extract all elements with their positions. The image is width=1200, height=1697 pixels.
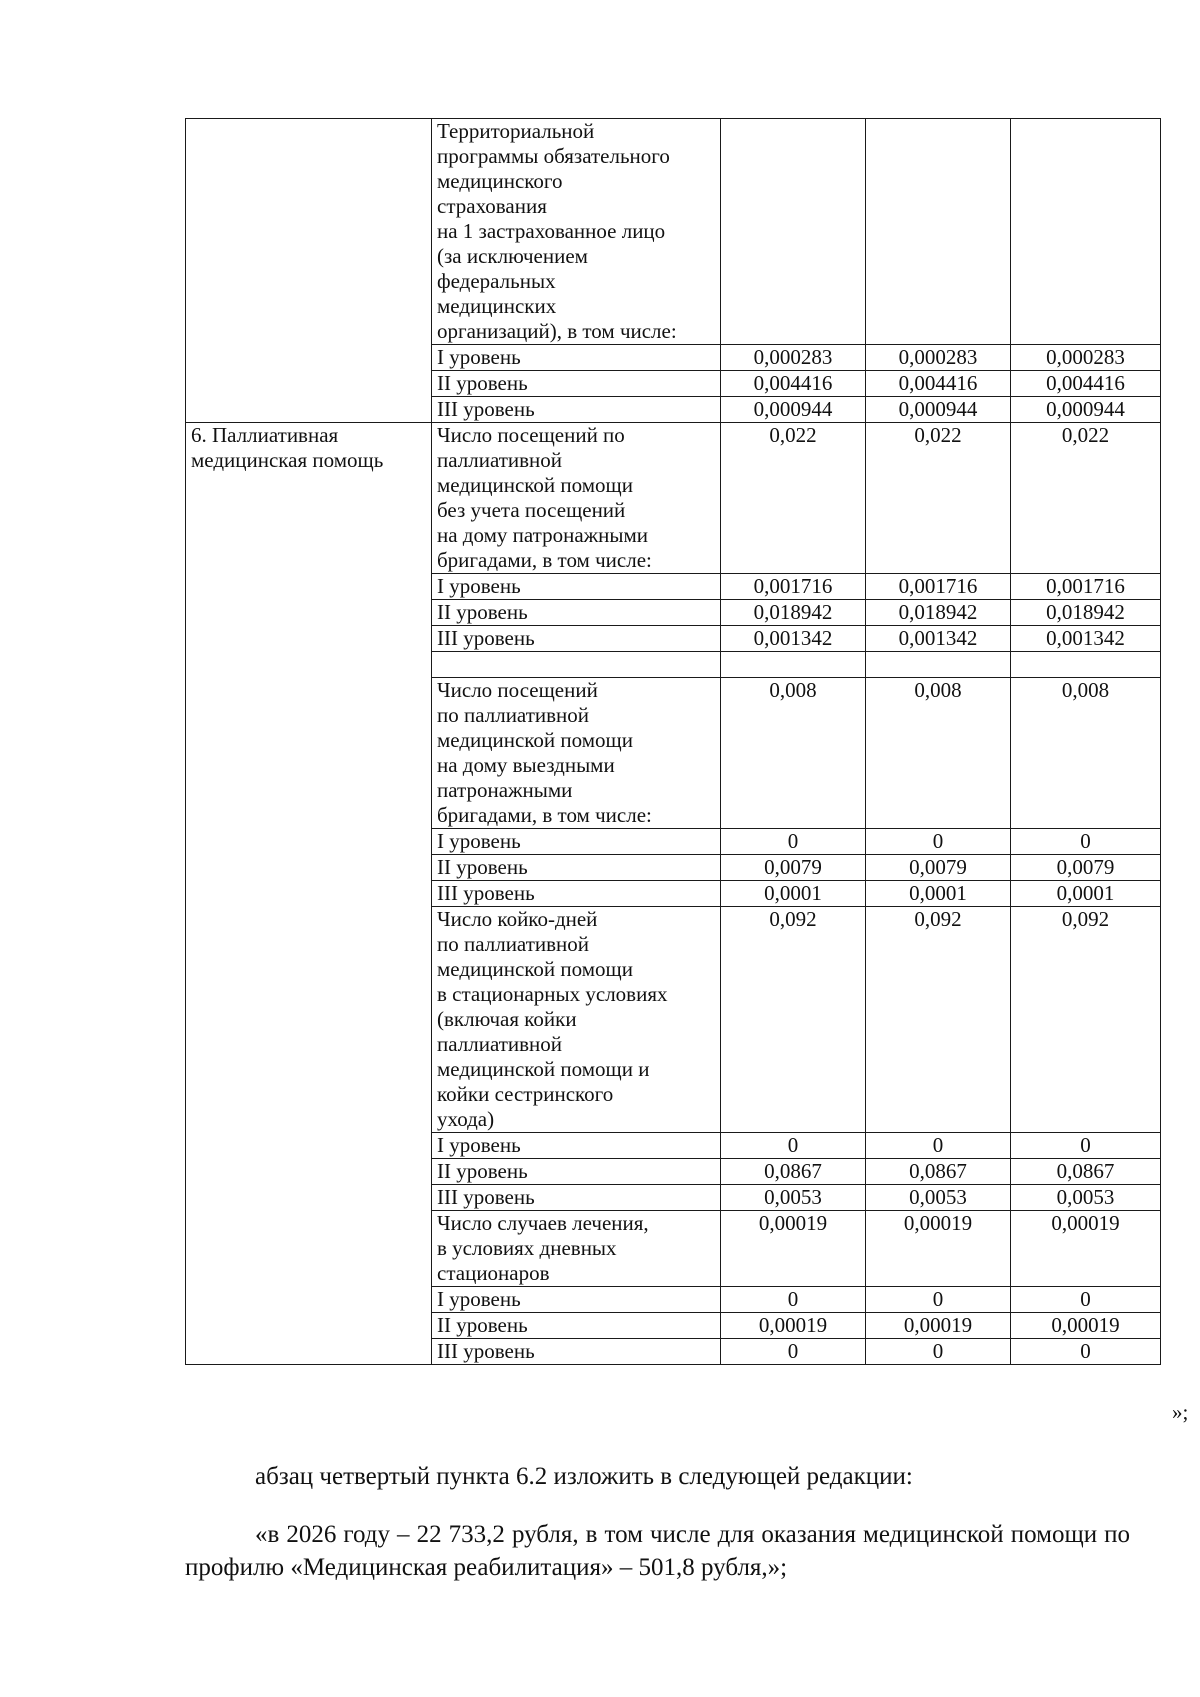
indicator-cell xyxy=(432,652,721,678)
value-cell-year-1: 0,0079 xyxy=(721,855,866,881)
value-cell-year-1: 0,022 xyxy=(721,423,866,574)
level-cell: III уровень xyxy=(432,1185,721,1211)
value-cell-year-2 xyxy=(866,652,1011,678)
value-cell-year-3: 0 xyxy=(1011,1287,1161,1313)
indicator-cell: Число случаев лечения, в условиях дневных стационаров xyxy=(432,1211,721,1287)
value-cell-year-2: 0,008 xyxy=(866,678,1011,829)
value-cell-year-2: 0,000283 xyxy=(866,345,1011,371)
norms-table xyxy=(185,118,1161,1365)
value-cell-year-2 xyxy=(866,119,1011,345)
value-cell-year-3: 0,0001 xyxy=(1011,881,1161,907)
value-cell-year-3: 0,0079 xyxy=(1011,855,1161,881)
level-cell: I уровень xyxy=(432,345,721,371)
value-cell-year-3: 0,001342 xyxy=(1011,626,1161,652)
value-cell-year-1: 0 xyxy=(721,829,866,855)
level-cell: I уровень xyxy=(432,829,721,855)
closing-quote: »; xyxy=(1172,1400,1189,1424)
value-cell-year-2: 0 xyxy=(866,829,1011,855)
value-cell-year-2: 0,092 xyxy=(866,907,1011,1133)
value-cell-year-3: 0,00019 xyxy=(1011,1313,1161,1339)
value-cell-year-1 xyxy=(721,119,866,345)
value-cell-year-1: 0,000283 xyxy=(721,345,866,371)
value-cell-year-3: 0,018942 xyxy=(1011,600,1161,626)
level-cell: I уровень xyxy=(432,1133,721,1159)
value-cell-year-3: 0 xyxy=(1011,1339,1161,1365)
value-cell-year-1: 0,0001 xyxy=(721,881,866,907)
value-cell-year-1: 0,092 xyxy=(721,907,866,1133)
section-cell xyxy=(186,119,432,423)
value-cell-year-3: 0,004416 xyxy=(1011,371,1161,397)
value-cell-year-2: 0,00019 xyxy=(866,1211,1011,1287)
indicator-cell: Число посещений по паллиативной медицинской помощи без учета посещений на дому патронажными бригадами, в том числе: xyxy=(432,423,721,574)
value-cell-year-3: 0,000944 xyxy=(1011,397,1161,423)
value-cell-year-1: 0,008 xyxy=(721,678,866,829)
value-cell-year-2: 0,004416 xyxy=(866,371,1011,397)
value-cell-year-1 xyxy=(721,652,866,678)
value-cell-year-3: 0,0867 xyxy=(1011,1159,1161,1185)
value-cell-year-3: 0,092 xyxy=(1011,907,1161,1133)
value-cell-year-3: 0 xyxy=(1011,829,1161,855)
value-cell-year-2: 0,022 xyxy=(866,423,1011,574)
value-cell-year-3: 0 xyxy=(1011,1133,1161,1159)
value-cell-year-2: 0,001342 xyxy=(866,626,1011,652)
value-cell-year-1: 0 xyxy=(721,1133,866,1159)
value-cell-year-2: 0,001716 xyxy=(866,574,1011,600)
level-cell: I уровень xyxy=(432,574,721,600)
value-cell-year-1: 0,0053 xyxy=(721,1185,866,1211)
value-cell-year-1: 0,00019 xyxy=(721,1313,866,1339)
value-cell-year-2: 0 xyxy=(866,1133,1011,1159)
value-cell-year-3: 0,00019 xyxy=(1011,1211,1161,1287)
value-cell-year-1: 0,018942 xyxy=(721,600,866,626)
level-cell: II уровень xyxy=(432,600,721,626)
indicator-cell: Число посещений по паллиативной медицинской помощи на дому выездными патронажными бригадами, в том числе: xyxy=(432,678,721,829)
value-cell-year-2: 0 xyxy=(866,1339,1011,1365)
level-cell: III уровень xyxy=(432,397,721,423)
value-cell-year-3 xyxy=(1011,119,1161,345)
value-cell-year-1: 0,001342 xyxy=(721,626,866,652)
value-cell-year-1: 0,004416 xyxy=(721,371,866,397)
value-cell-year-2: 0,0053 xyxy=(866,1185,1011,1211)
level-cell: II уровень xyxy=(432,371,721,397)
value-cell-year-2: 0,0001 xyxy=(866,881,1011,907)
value-cell-year-2: 0 xyxy=(866,1287,1011,1313)
value-cell-year-1: 0,00019 xyxy=(721,1211,866,1287)
value-cell-year-2: 0,000944 xyxy=(866,397,1011,423)
value-cell-year-3: 0,001716 xyxy=(1011,574,1161,600)
value-cell-year-3: 0,0053 xyxy=(1011,1185,1161,1211)
value-cell-year-3 xyxy=(1011,652,1161,678)
value-cell-year-2: 0,00019 xyxy=(866,1313,1011,1339)
level-cell: III уровень xyxy=(432,626,721,652)
amendment-paragraph: абзац четвертый пункта 6.2 изложить в следующей редакции: xyxy=(255,1463,913,1490)
value-cell-year-3: 0,022 xyxy=(1011,423,1161,574)
value-cell-year-2: 0,0079 xyxy=(866,855,1011,881)
level-cell: II уровень xyxy=(432,1313,721,1339)
value-cell-year-1: 0,001716 xyxy=(721,574,866,600)
level-cell: I уровень xyxy=(432,1287,721,1313)
value-cell-year-2: 0,018942 xyxy=(866,600,1011,626)
value-cell-year-1: 0,000944 xyxy=(721,397,866,423)
level-cell: III уровень xyxy=(432,881,721,907)
section-cell: 6. Паллиативная медицинская помощь xyxy=(186,423,432,1365)
amendment-text-paragraph: «в 2026 году – 22 733,2 рубля, в том числе для оказания медицинской помощи по профилю «Медицинская реабилитация» – 501,8 рубля,»; xyxy=(185,1521,1130,1581)
indicator-cell: Территориальной программы обязательного медицинского страхования на 1 застрахованное лицо (за исключением федеральных медицинских организаций), в том числе: xyxy=(432,119,721,345)
value-cell-year-1: 0 xyxy=(721,1287,866,1313)
level-cell: III уровень xyxy=(432,1339,721,1365)
level-cell: II уровень xyxy=(432,855,721,881)
value-cell-year-1: 0 xyxy=(721,1339,866,1365)
value-cell-year-1: 0,0867 xyxy=(721,1159,866,1185)
table-row xyxy=(186,119,1161,345)
value-cell-year-3: 0,008 xyxy=(1011,678,1161,829)
value-cell-year-2: 0,0867 xyxy=(866,1159,1011,1185)
value-cell-year-3: 0,000283 xyxy=(1011,345,1161,371)
level-cell: II уровень xyxy=(432,1159,721,1185)
table-row xyxy=(186,423,1161,574)
indicator-cell: Число койко-дней по паллиативной медицинской помощи в стационарных условиях (включая койки паллиативной медицинской помощи и койки сестринского ухода) xyxy=(432,907,721,1133)
